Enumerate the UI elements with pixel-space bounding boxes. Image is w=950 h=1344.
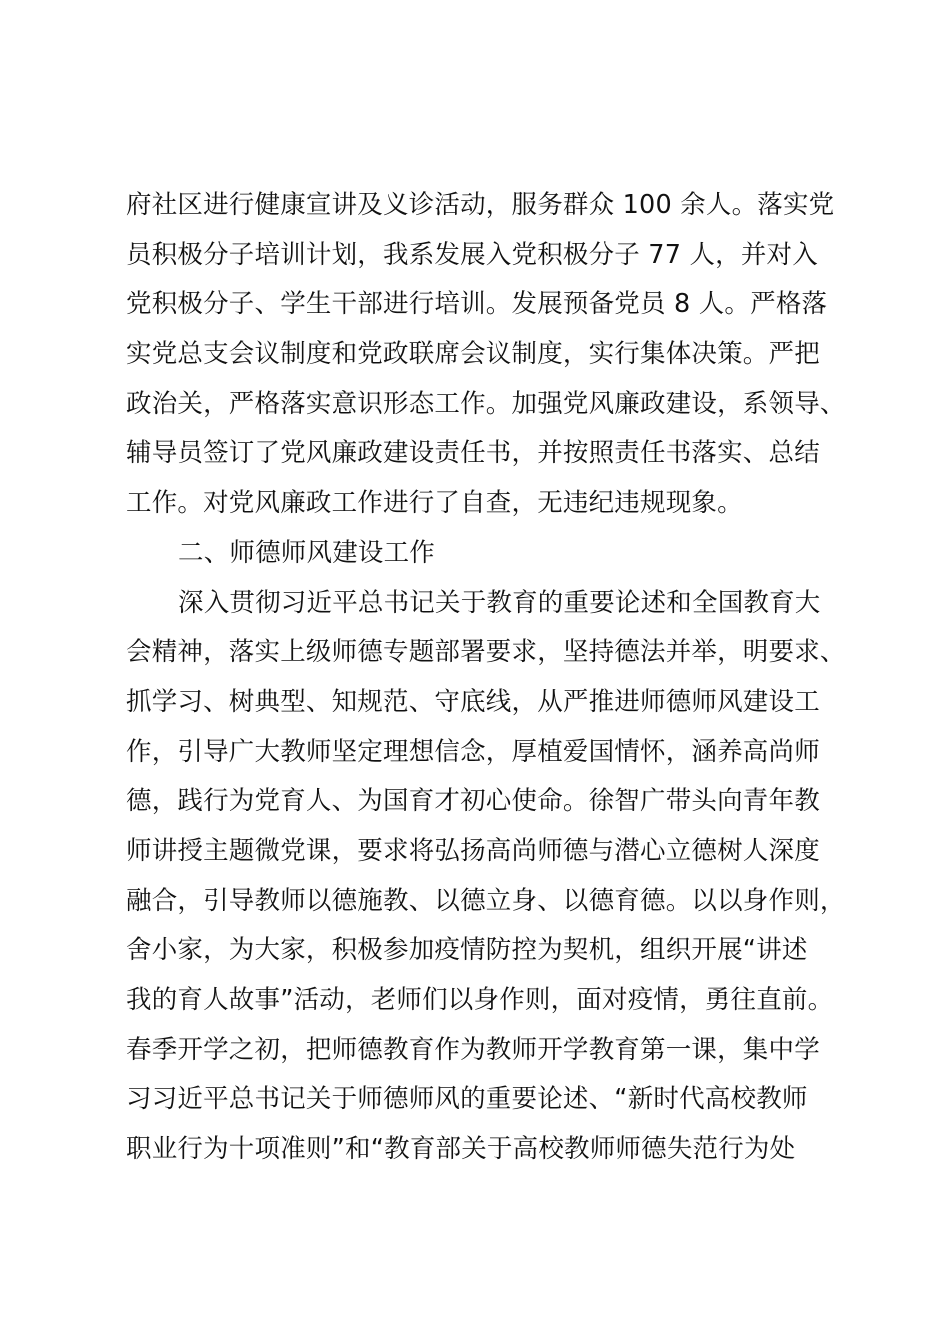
text-line: 师讲授主题微党课，要求将弘扬高尚师德与潜心立德树人深度 — [126, 835, 820, 866]
text-line: 辅导员签订了党风廉政建设责任书，并按照责任书落实、总结 — [126, 438, 820, 469]
document-body — [126, 181, 846, 1175]
text-line: 作，引导广大教师坚定理想信念，厚植爱国情怀，涵养高尚师 — [126, 736, 820, 767]
text-line: 府社区进行健康宣讲及义诊活动，服务群众 100 余人。落实党 — [126, 190, 835, 220]
section-heading: 二、师德师风建设工作 — [178, 537, 436, 568]
text-line: 我的育人故事”活动，老师们以身作则，面对疫情，勇往直前。 — [126, 985, 834, 1015]
text-line: 习习近平总书记关于师德师风的重要论述、“新时代高校教师 — [126, 1084, 808, 1115]
text-line: 深入贯彻习近平总书记关于教育的重要论述和全国教育大 — [178, 587, 821, 618]
text-line: 抓学习、树典型、知规范、守底线，从严推进师德师风建设工 — [126, 686, 820, 717]
text-line: 职业行为十项准则”和“教育部关于高校教师师德失范行为处 — [126, 1134, 796, 1165]
text-line: 实党总支会议制度和党政联席会议制度，实行集体决策。严把 — [126, 339, 820, 370]
text-line: 工作。对党风廉政工作进行了自查，无违纪违规现象。 — [126, 488, 743, 519]
text-line: 党积极分子、学生干部进行培训。发展预备党员 8 人。严格落 — [126, 289, 828, 320]
text-line: 舍小家，为大家，积极参加疫情防控为契机，组织开展“讲述 — [126, 935, 808, 966]
text-line: 德，践行为党育人、为国育才初心使命。徐智广带头向青年教 — [126, 786, 820, 817]
text-line: 员积极分子培训计划，我系发展入党积极分子 77 人，并对入 — [126, 239, 818, 270]
text-line: 融合，引导教师以德施教、以德立身、以德育德。以以身作则， — [126, 885, 846, 916]
text-line: 春季开学之初，把师德教育作为教师开学教育第一课，集中学 — [126, 1034, 820, 1065]
text-line: 会精神，落实上级师德专题部署要求，坚持德法并举，明要求、 — [126, 637, 846, 668]
text-line: 政治关，严格落实意识形态工作。加强党风廉政建设，系领导、 — [126, 388, 846, 419]
